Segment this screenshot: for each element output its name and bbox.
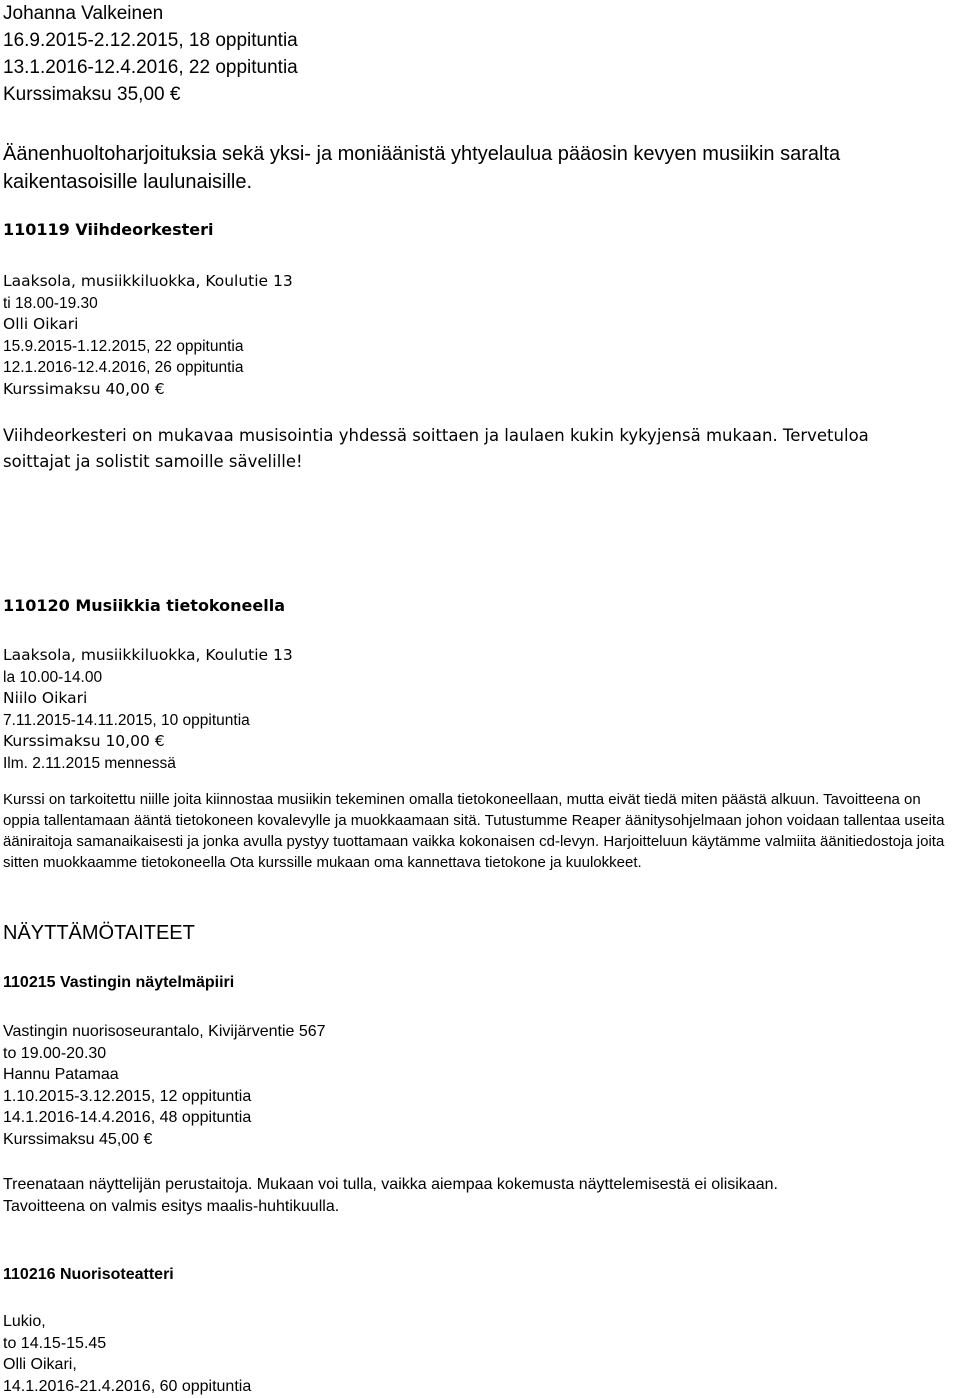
course-110119 (3, 219, 213, 241)
course-110120 (3, 595, 285, 617)
term-1: 16.9.2015-2.12.2015, 18 oppituntia (3, 30, 298, 51)
course-time: to 19.00-20.30 (3, 1044, 107, 1062)
course-fee: Kurssimaksu 45,00 € (3, 1130, 153, 1148)
course-fee: Kurssimaksu 40,00 € (3, 379, 165, 398)
term-2: 13.1.2016-12.4.2016, 22 oppituntia (3, 57, 298, 78)
course-title: 110120 Musiikkia tietokoneella (3, 596, 285, 615)
course-110215-details (3, 1021, 326, 1150)
teacher-name: Johanna Valkeinen (3, 3, 164, 24)
description-line: Äänenhuoltoharjoituksia sekä yksi- ja moniäänistä yhtyelaulua pääosin kevyen musiikin saralta (3, 143, 841, 165)
description-line: kaikentasoisille laulunaisille. (3, 171, 253, 193)
description-line: Treenataan näyttelijän perustaitoja. Mukaan voi tulla, vaikka aiempaa kokemusta näyttelemisestä ei olisikaan. (3, 1176, 778, 1193)
course-110120-details (3, 645, 293, 774)
description-line: Viihdeorkesteri on mukavaa musisointia yhdessä soittaen ja laulaen kukin kykyjensä mukaan. Tervetuloa (3, 426, 869, 445)
course-location: Laaksola, musiikkiluokka, Koulutie 13 (3, 646, 293, 664)
course-110215 (3, 972, 234, 994)
section-heading: NÄYTTÄMÖTAITEET (3, 922, 195, 944)
course-teacher: Olli Oikari (3, 315, 79, 333)
course-title: 110216 Nuorisoteatteri (3, 1266, 174, 1283)
course-location: Lukio, (3, 1313, 46, 1330)
course-fee: Kurssimaksu 35,00 € (3, 84, 181, 105)
course-term-2: 12.1.2016-12.4.2016, 26 oppituntia (3, 359, 244, 376)
course-110216-details (3, 1311, 251, 1397)
course-110119-description (3, 423, 869, 475)
course-110216 (3, 1264, 174, 1286)
course-term: 14.1.2016-21.4.2016, 60 oppituntia (3, 1377, 252, 1395)
course-title: 110215 Vastingin näytelmäpiiri (3, 974, 235, 991)
course-110215-description (3, 1174, 778, 1217)
course-teacher: Niilo Oikari (3, 689, 88, 707)
description-line: soittajat ja solistit samoille sävelille! (3, 452, 303, 471)
course-term-1: 15.9.2015-1.12.2015, 22 oppituntia (3, 337, 244, 355)
course-teacher: Hannu Patamaa (3, 1066, 119, 1083)
course-term-2: 14.1.2016-14.4.2016, 48 oppituntia (3, 1109, 252, 1126)
course-location: Vastingin nuorisoseurantalo, Kivijärventie 567 (3, 1023, 326, 1040)
course-time: ti 18.00-19.30 (3, 294, 98, 312)
course-time: to 14.15-15.45 (3, 1334, 107, 1352)
course-term-1: 1.10.2015-3.12.2015, 12 oppituntia (3, 1087, 252, 1105)
course-110120-description: Kurssi on tarkoitettu niille joita kiinnostaa musiikin tekeminen omalla tietokoneellaan, mutta eivät tiedä miten päästä alkuun. Tavoitteena on oppia tallentamaan ääntä tietokoneen kovalevylle ja muokkaamaan sitä. Tutustumme Reaper äänitysohjelmaan johon voidaan tallentaa useita ääniraitoja samanaikaisesti ja jonka avulla pystyy tuottamaan vaikka kokonaisen cd-levyn. Harjoitteluun käytämme valmiita äänitiedostoja joita sitten muokkaamme tietokoneella Ota kurssille mukaan oma kannettava tietokone ja kuulokkeet. (3, 791, 945, 871)
description-line: Tavoitteena on valmis esitys maalis-huhtikuulla. (3, 1197, 340, 1215)
course-fee: Kurssimaksu 10,00 € (3, 732, 165, 750)
course-title: 110119 Viihdeorkesteri (3, 220, 214, 239)
course-teacher: Olli Oikari, (3, 1356, 77, 1373)
course-location: Laaksola, musiikkiluokka, Koulutie 13 (3, 272, 293, 290)
top-course-details (3, 0, 298, 108)
top-course-description (3, 140, 840, 196)
course-registration: Ilm. 2.11.2015 mennessä (3, 754, 176, 772)
course-110119-details (3, 271, 293, 400)
course-term: 7.11.2015-14.11.2015, 10 oppituntia (3, 711, 250, 729)
course-time: la 10.00-14.00 (3, 668, 103, 686)
